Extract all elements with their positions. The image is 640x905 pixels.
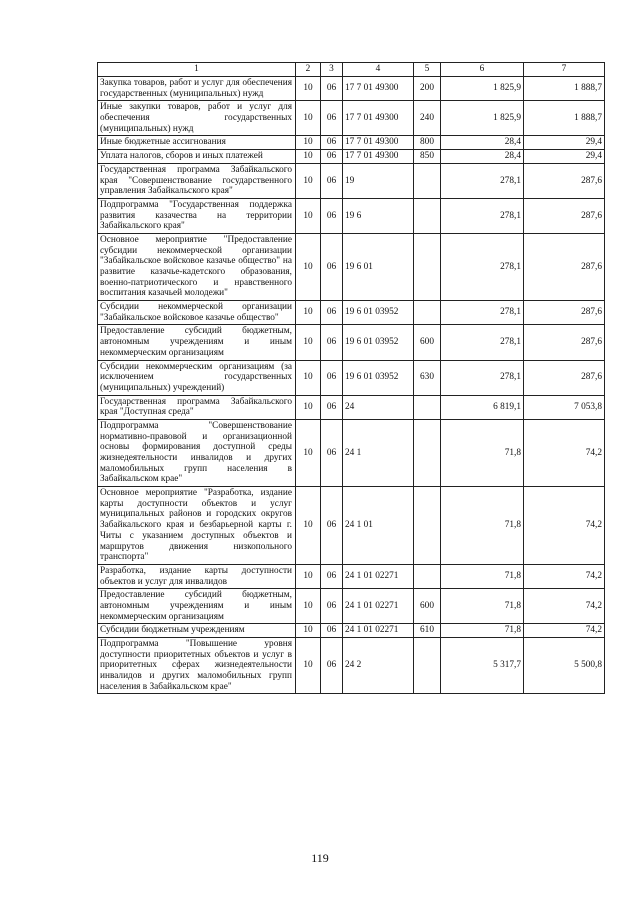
row-amount-year2-cell: 29,4	[524, 150, 605, 164]
table-row	[98, 360, 605, 395]
row-razdel-cell: 10	[296, 395, 321, 419]
row-name-cell: Государственная программа Забайкальского края "Совершенствование государственного управления Забайкальского края"	[98, 163, 296, 198]
row-expense-type-cell: 610	[414, 624, 441, 638]
header-cell: 6	[441, 63, 524, 77]
row-target-article-cell: 19 6	[343, 198, 414, 233]
row-name-cell: Закупка товаров, работ и услуг для обеспечения государственных (муниципальных) нужд	[98, 77, 296, 101]
row-name-cell: Основное мероприятие "Разработка, издание карты доступности объектов и услуг муниципальных районов и городских округов Забайкальского края и безбарьерной карты г. Читы с указанием доступных объектов и маршрутов движения низкопольного транспорта"	[98, 487, 296, 565]
row-amount-year1-cell: 71,8	[441, 564, 524, 588]
row-amount-year2-cell: 74,2	[524, 589, 605, 624]
row-target-article-cell: 24 1 01	[343, 487, 414, 565]
row-razdel-cell: 10	[296, 564, 321, 588]
table-row	[98, 101, 605, 136]
row-amount-year1-cell: 6 819,1	[441, 395, 524, 419]
row-expense-type-cell: 600	[414, 325, 441, 360]
row-name-cell: Государственная программа Забайкальского края "Доступная среда"	[98, 395, 296, 419]
row-razdel-cell: 10	[296, 301, 321, 325]
row-razdel-cell: 10	[296, 419, 321, 486]
row-target-article-cell: 24 1	[343, 419, 414, 486]
row-target-article-cell: 19 6 01 03952	[343, 360, 414, 395]
row-expense-type-cell	[414, 487, 441, 565]
row-razdel-cell: 10	[296, 589, 321, 624]
row-amount-year1-cell: 278,1	[441, 325, 524, 360]
row-razdel-cell: 10	[296, 163, 321, 198]
row-target-article-cell: 24 1 01 02271	[343, 624, 414, 638]
row-expense-type-cell	[414, 233, 441, 300]
row-razdel-cell: 10	[296, 198, 321, 233]
page-number: 119	[311, 851, 329, 865]
row-podrazdel-cell: 06	[321, 77, 343, 101]
row-target-article-cell: 24 1 01 02271	[343, 564, 414, 588]
row-amount-year2-cell: 287,6	[524, 163, 605, 198]
row-podrazdel-cell: 06	[321, 624, 343, 638]
row-amount-year1-cell: 71,8	[441, 487, 524, 565]
table-row	[98, 624, 605, 638]
row-expense-type-cell: 800	[414, 136, 441, 150]
row-amount-year2-cell: 287,6	[524, 233, 605, 300]
row-podrazdel-cell: 06	[321, 395, 343, 419]
row-podrazdel-cell: 06	[321, 198, 343, 233]
row-expense-type-cell	[414, 301, 441, 325]
row-podrazdel-cell: 06	[321, 487, 343, 565]
header-cell: 5	[414, 63, 441, 77]
table-row	[98, 150, 605, 164]
row-amount-year1-cell: 278,1	[441, 198, 524, 233]
budget-table	[97, 62, 605, 694]
row-name-cell: Подпрограмма "Государственная поддержка развития казачества на территории Забайкальского края"	[98, 198, 296, 233]
table-row	[98, 419, 605, 486]
row-target-article-cell: 17 7 01 49300	[343, 101, 414, 136]
row-podrazdel-cell: 06	[321, 150, 343, 164]
row-amount-year1-cell: 71,8	[441, 419, 524, 486]
row-amount-year2-cell: 7 053,8	[524, 395, 605, 419]
table-row	[98, 233, 605, 300]
row-amount-year1-cell: 71,8	[441, 624, 524, 638]
header-cell: 7	[524, 63, 605, 77]
row-amount-year1-cell: 28,4	[441, 150, 524, 164]
row-target-article-cell: 24 2	[343, 638, 414, 694]
table-row	[98, 198, 605, 233]
row-amount-year2-cell: 1 888,7	[524, 77, 605, 101]
row-podrazdel-cell: 06	[321, 564, 343, 588]
row-name-cell: Субсидии некоммерческой организации "Забайкальское войсковое казачье общество"	[98, 301, 296, 325]
row-podrazdel-cell: 06	[321, 638, 343, 694]
row-amount-year1-cell: 278,1	[441, 360, 524, 395]
row-amount-year2-cell: 74,2	[524, 564, 605, 588]
row-target-article-cell: 17 7 01 49300	[343, 136, 414, 150]
table-row	[98, 301, 605, 325]
row-name-cell: Разработка, издание карты доступности объектов и услуг для инвалидов	[98, 564, 296, 588]
table-row	[98, 564, 605, 588]
table-row	[98, 325, 605, 360]
row-expense-type-cell	[414, 198, 441, 233]
row-razdel-cell: 10	[296, 360, 321, 395]
row-expense-type-cell	[414, 395, 441, 419]
row-podrazdel-cell: 06	[321, 101, 343, 136]
row-expense-type-cell: 630	[414, 360, 441, 395]
table-row	[98, 487, 605, 565]
row-razdel-cell: 10	[296, 101, 321, 136]
row-name-cell: Иные бюджетные ассигнования	[98, 136, 296, 150]
row-podrazdel-cell: 06	[321, 360, 343, 395]
row-amount-year1-cell: 278,1	[441, 233, 524, 300]
row-name-cell: Субсидии некоммерческим организациям (за исключением государственных (муниципальных) учреждений)	[98, 360, 296, 395]
row-name-cell: Иные закупки товаров, работ и услуг для обеспечения государственных (муниципальных) нужд	[98, 101, 296, 136]
row-amount-year1-cell: 278,1	[441, 163, 524, 198]
row-razdel-cell: 10	[296, 77, 321, 101]
row-expense-type-cell: 240	[414, 101, 441, 136]
row-target-article-cell: 19 6 01 03952	[343, 301, 414, 325]
row-expense-type-cell	[414, 163, 441, 198]
row-expense-type-cell: 600	[414, 589, 441, 624]
row-name-cell: Основное мероприятие "Предоставление субсидии некоммерческой организации "Забайкальское войсковое казачье общество" на развитие казачье-кадетского образования, военно-патриотического и нравственного воспитания казачьей молодежи"	[98, 233, 296, 300]
header-cell: 3	[321, 63, 343, 77]
row-amount-year2-cell: 74,2	[524, 419, 605, 486]
row-amount-year2-cell: 287,6	[524, 301, 605, 325]
header-cell: 1	[98, 63, 296, 77]
row-podrazdel-cell: 06	[321, 136, 343, 150]
row-razdel-cell: 10	[296, 638, 321, 694]
row-amount-year1-cell: 71,8	[441, 589, 524, 624]
row-name-cell: Уплата налогов, сборов и иных платежей	[98, 150, 296, 164]
row-expense-type-cell	[414, 638, 441, 694]
table-row	[98, 163, 605, 198]
row-amount-year2-cell: 29,4	[524, 136, 605, 150]
row-name-cell: Подпрограмма "Повышение уровня доступности приоритетных объектов и услуг в приоритетных сферах жизнедеятельности инвалидов и других маломобильных групп населения в Забайкальском крае"	[98, 638, 296, 694]
table-row	[98, 77, 605, 101]
table-row	[98, 395, 605, 419]
row-amount-year1-cell: 1 825,9	[441, 101, 524, 136]
row-target-article-cell: 17 7 01 49300	[343, 150, 414, 164]
row-target-article-cell: 24 1 01 02271	[343, 589, 414, 624]
row-name-cell: Предоставление субсидий бюджетным, автономным учреждениям и иным некоммерческим организациям	[98, 589, 296, 624]
row-name-cell: Предоставление субсидий бюджетным, автономным учреждениям и иным некоммерческим организациям	[98, 325, 296, 360]
row-target-article-cell: 19	[343, 163, 414, 198]
table-row	[98, 589, 605, 624]
row-amount-year2-cell: 287,6	[524, 198, 605, 233]
row-amount-year2-cell: 287,6	[524, 325, 605, 360]
row-amount-year1-cell: 1 825,9	[441, 77, 524, 101]
row-amount-year2-cell: 5 500,8	[524, 638, 605, 694]
row-podrazdel-cell: 06	[321, 163, 343, 198]
row-amount-year1-cell: 28,4	[441, 136, 524, 150]
row-name-cell: Подпрограмма "Совершенствование нормативно-правовой и организационной основы формирования доступной среды жизнедеятельности инвалидов и других маломобильных групп населения в Забайкальском крае"	[98, 419, 296, 486]
row-razdel-cell: 10	[296, 624, 321, 638]
header-row	[98, 63, 605, 77]
row-target-article-cell: 17 7 01 49300	[343, 77, 414, 101]
row-razdel-cell: 10	[296, 487, 321, 565]
row-podrazdel-cell: 06	[321, 589, 343, 624]
row-amount-year2-cell: 74,2	[524, 624, 605, 638]
row-amount-year2-cell: 287,6	[524, 360, 605, 395]
row-podrazdel-cell: 06	[321, 233, 343, 300]
row-amount-year2-cell: 74,2	[524, 487, 605, 565]
row-razdel-cell: 10	[296, 233, 321, 300]
row-expense-type-cell	[414, 419, 441, 486]
row-target-article-cell: 19 6 01 03952	[343, 325, 414, 360]
row-amount-year2-cell: 1 888,7	[524, 101, 605, 136]
row-amount-year1-cell: 5 317,7	[441, 638, 524, 694]
row-razdel-cell: 10	[296, 136, 321, 150]
row-expense-type-cell: 200	[414, 77, 441, 101]
table-row	[98, 136, 605, 150]
row-name-cell: Субсидии бюджетным учреждениям	[98, 624, 296, 638]
row-razdel-cell: 10	[296, 325, 321, 360]
row-podrazdel-cell: 06	[321, 419, 343, 486]
row-target-article-cell: 19 6 01	[343, 233, 414, 300]
row-amount-year1-cell: 278,1	[441, 301, 524, 325]
table-row	[98, 638, 605, 694]
header-cell: 2	[296, 63, 321, 77]
row-podrazdel-cell: 06	[321, 325, 343, 360]
row-podrazdel-cell: 06	[321, 301, 343, 325]
row-target-article-cell: 24	[343, 395, 414, 419]
row-expense-type-cell	[414, 564, 441, 588]
row-razdel-cell: 10	[296, 150, 321, 164]
header-cell: 4	[343, 63, 414, 77]
row-expense-type-cell: 850	[414, 150, 441, 164]
